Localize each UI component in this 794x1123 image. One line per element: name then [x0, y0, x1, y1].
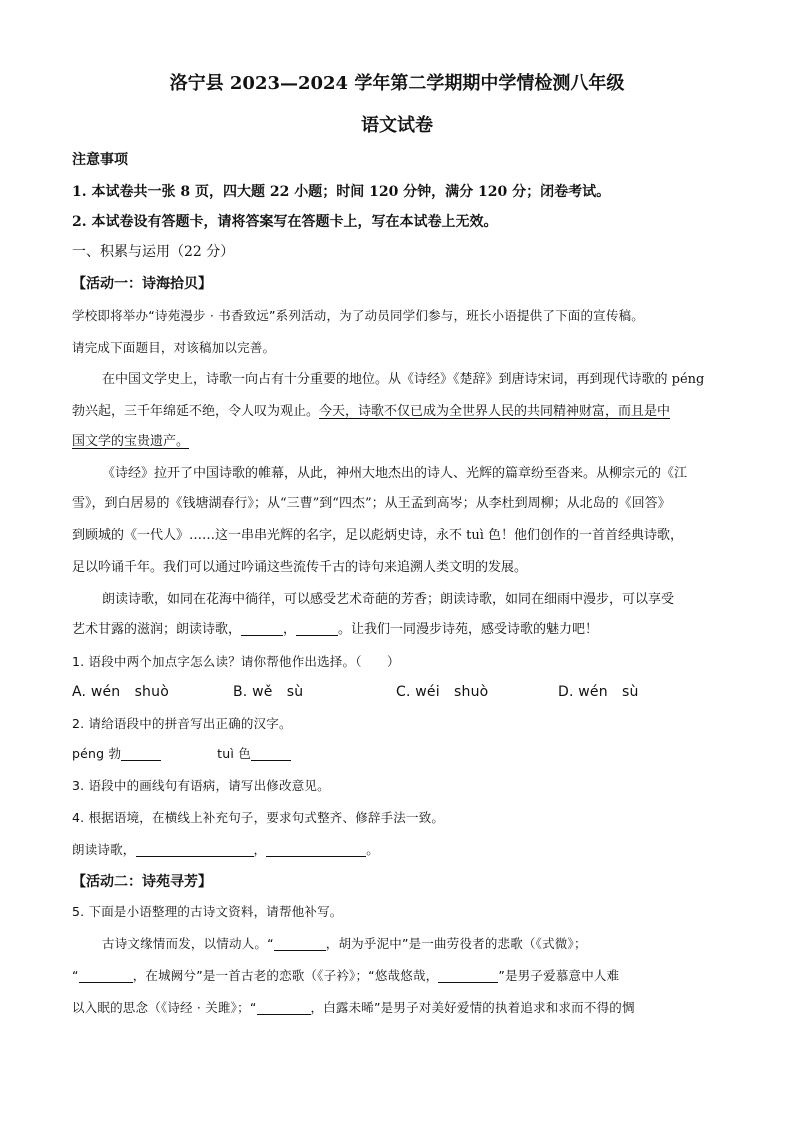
- underlined-sentence: 今天，诗歌不仅已成为全世界人民的共同精神财富，而且是中: [319, 404, 671, 419]
- answer-blank[interactable]: [136, 842, 254, 857]
- separator: ，: [283, 622, 297, 637]
- question-5-line: [72, 998, 635, 1018]
- answer-blank[interactable]: [121, 746, 161, 761]
- answer-blank[interactable]: [79, 968, 133, 983]
- option-a[interactable]: A. wén shuò: [72, 684, 169, 700]
- q5-text: ，胡为乎泥中”是一曲劳役者的悲歌（《式微》；: [325, 936, 587, 951]
- notice-item-2: 2. 本试卷设有答题卡，请将答案写在答题卡上，写在本试卷上无效。: [72, 214, 498, 230]
- question-1: 1. 语段中两个加点字怎么读？请你帮他作出选择。（ ）: [72, 654, 400, 669]
- q5-text: ”是男子爱慕意中人难: [498, 968, 620, 983]
- underlined-sentence-end: 国文学的宝贵遗产。: [72, 434, 190, 449]
- notice-item-1: 1. 本试卷共一张 8 页，四大题 22 小题；时间 120 分钟，满分 120 分；闭卷考试。: [72, 184, 611, 200]
- answer-blank[interactable]: [274, 936, 326, 951]
- passage-line: [72, 402, 670, 422]
- answer-blank[interactable]: [241, 621, 283, 636]
- separator: ，: [253, 842, 267, 857]
- activity-1-heading: 【活动一：诗海拾贝】: [72, 276, 212, 292]
- intro-line-2: 请完成下面题目，对该稿加以完善。: [72, 340, 276, 355]
- passage-line: 到顾城的《一代人》……这一串串光辉的名字，足以彪炳史诗，永不 tuì 色！他们创作的一首首经典诗歌，: [72, 528, 684, 543]
- question-5-line: [72, 966, 619, 986]
- answer-blank[interactable]: [296, 621, 338, 636]
- section-heading: 一、积累与运用（22 分）: [72, 244, 235, 260]
- passage-line: [72, 620, 598, 640]
- question-3: 3. 语段中的画线句有语病，请写出修改意见。: [72, 778, 330, 793]
- notice-heading: 注意事项: [72, 152, 128, 168]
- exam-title: 洛宁县 2023—2024 学年第二学期期中学情检测八年级: [169, 73, 625, 94]
- question-5: 5. 下面是小语整理的古诗文资料，请帮他补写。: [72, 904, 343, 919]
- pinyin-prompt: tuì 色: [217, 746, 251, 761]
- question-2-answers: [72, 744, 291, 764]
- option-b[interactable]: B. wě sù: [233, 684, 304, 700]
- answer-end: 。: [366, 842, 379, 857]
- passage-line: 在中国文学史上，诗歌一向占有十分重要的地位。从《诗经》《楚辞》到唐诗宋词，再到现代诗歌的 péng: [102, 372, 705, 387]
- q5-text: “: [72, 968, 79, 983]
- q5-text: 古诗文缘情而发，以情动人。“: [102, 936, 274, 951]
- question-2: 2. 请给语段中的拼音写出正确的汉字。: [72, 716, 292, 731]
- pinyin-prompt: péng 勃: [72, 746, 122, 761]
- question-4-answer: [72, 840, 379, 860]
- passage-text: 。让我们一同漫步诗苑，感受诗歌的魅力吧！: [338, 622, 599, 637]
- answer-blank[interactable]: [257, 1000, 311, 1015]
- passage-text: 勃兴起，三千年绵延不绝，令人叹为观止。: [72, 404, 320, 419]
- passage-text: 艺术甘露的滋润；朗读诗歌，: [72, 622, 242, 637]
- option-d[interactable]: D. wén sù: [558, 684, 639, 700]
- question-5-line: [102, 934, 587, 954]
- q5-text: 以入眠的思念（《诗经 · 关雎》；“: [72, 1000, 257, 1015]
- q5-text: ，在城阙兮”是一首古老的恋歌（《子衿》；“悠哉悠哉，: [132, 968, 439, 983]
- q5-text: ，白露未晞”是男子对美好爱情的执着追求和求而不得的惆: [310, 1000, 635, 1015]
- answer-prefix: 朗读诗歌，: [72, 842, 136, 857]
- passage-line: 雪》，到白居易的《钱塘湖春行》；从“三曹”到“四杰”；从王孟到高岑；从李杜到周柳；从北岛的《回答》: [72, 496, 671, 511]
- activity-2-heading: 【活动二：诗苑寻芳】: [72, 874, 212, 890]
- passage-line: 足以吟诵千年。我们可以通过吟诵这些流传千古的诗句来追溯人类文明的发展。: [72, 560, 528, 575]
- answer-blank[interactable]: [251, 746, 291, 761]
- answer-blank[interactable]: [438, 968, 498, 983]
- passage-line: 朗读诗歌，如同在花海中徜徉，可以感受艺术奇葩的芳香；朗读诗歌，如同在细雨中漫步，可以享受: [102, 592, 675, 607]
- option-c[interactable]: C. wéi shuò: [396, 684, 489, 700]
- intro-line-1: 学校即将举办“诗苑漫步 · 书香致远”系列活动，为了动员同学们参与，班长小语提供了下面的宣传稿。: [72, 308, 644, 323]
- exam-subtitle: 语文试卷: [361, 115, 433, 136]
- passage-line: 《诗经》拉开了中国诗歌的帷幕，从此，神州大地杰出的诗人、光辉的篇章纷至沓来。从柳宗元的《江: [102, 466, 688, 481]
- answer-blank[interactable]: [266, 842, 366, 857]
- question-4: 4. 根据语境，在横线上补充句子，要求句式整齐、修辞手法一致。: [72, 810, 445, 825]
